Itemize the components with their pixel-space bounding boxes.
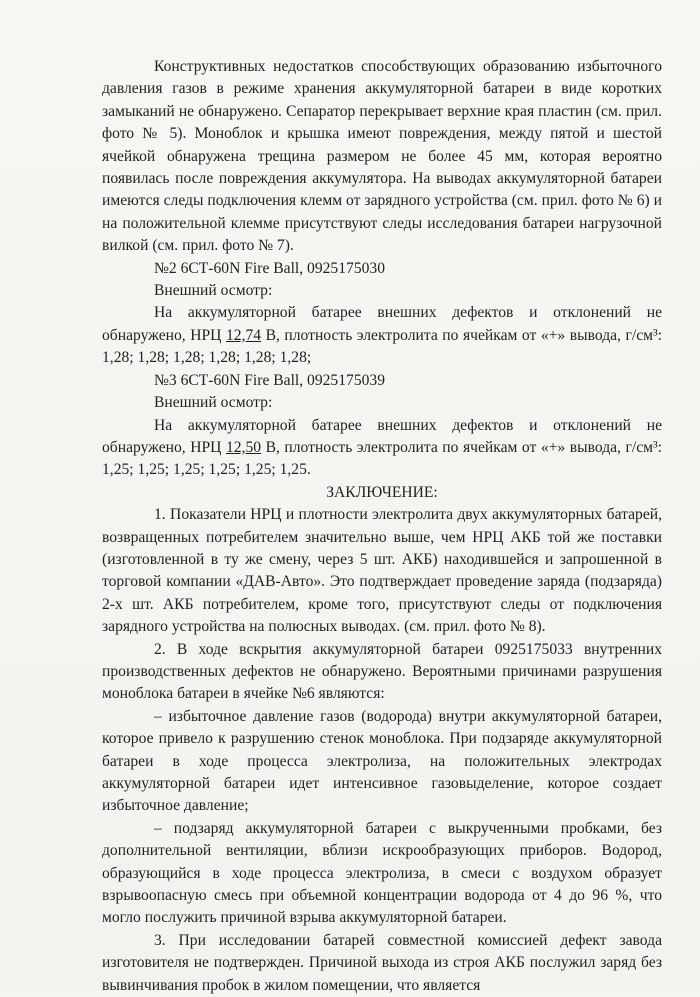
- conclusion-item-3: 3. При исследовании батарей совместной комиссией дефект завода изготовителя не подтвержден. Причиной выхода из строя АКБ послужил заряд без вывинчивания пробок в жилом помещении, что является: [102, 931, 662, 994]
- battery-3-text-start: На аккумуляторной батарее внешних дефектов и отклонений не обнаружено, НРЦ: [102, 416, 662, 456]
- battery-3-heading: №3 6СТ-60N Fire Ball, 0925175039: [154, 371, 386, 389]
- battery-3-text-end: В, плотность электролита по ячейкам от «+» вывода, г/см³: 1,25; 1,25; 1,25; 1,25; 1,25; 1,25.: [102, 438, 663, 479]
- battery-3-inspection-text: [102, 415, 662, 482]
- battery-3-inspection-label: Внешний осмотр:: [154, 394, 273, 412]
- conclusion-item-2: 2. В ходе вскрытия аккумуляторной батареи 0925175033 внутренних производственных дефектов не обнаружено. Вероятными причинами разрушения моноблока батареи в ячейке №6 являются:: [102, 640, 662, 703]
- paragraph-defects: Конструктивных недостатков способствующих образованию избыточного давления газов в режиме хранения аккумуляторной батареи в виде коротких замыканий не обнаружено. Сепаратор перекрывает верхние края пластин (см. прил. фото № 5). Моноблок и крышка имеют повреждения, между пятой и шестой ячейкой обнаружена трещина размером не более 45 мм, которая вероятно появилась после повреждения аккумулятора. На выводах аккумуляторной батареи имеются следы подключения клемм от зарядного устройства (см. прил. фото № 6) и на положительной клемме присутствуют следы исследования батареи нагрузочной вилкой (см. прил. фото № 7).: [102, 58, 662, 255]
- conclusion-item-1: 1. Показатели НРЦ и плотности электролита двух аккумуляторных батарей, возвращенных потребителем значительно выше, чем НРЦ АКБ той же поставки (изготовленной в ту же смену, через 5 шт. АКБ) находившейся и запрошенной в торговой компании «ДАВ-Авто». Это подтверждает проведение заряда (подзаряда) 2-х шт. АКБ потребителем, кроме того, присутствуют следы от подключения зарядного устройства на полюсных выводах. (см. прил. фото № 8).: [102, 506, 662, 636]
- battery-2-text-start: На аккумуляторной батарее внешних дефектов и отклонений не обнаружено, НРЦ: [102, 304, 662, 344]
- battery-2-text-end: В, плотность электролита по ячейкам от «+» вывода, г/см³: 1,28; 1,28; 1,28; 1,28; 1,28; 1,28;: [102, 326, 663, 367]
- conclusion-item-2-cause-2: – подзаряд аккумуляторной батареи с выкрученными пробками, без дополнительной вентиляции, вблизи искрообразующих приборов. Водород, образующийся в ходе процесса электролиза, в смеси с воздухом образует взрывоопасную смесь при объемной концентрации водорода от 4 до 96 %, что могло послужить причиной взрыва аккумуляторной батареи.: [102, 819, 662, 927]
- conclusion-item-2-cause-1: – избыточное давление газов (водорода) внутри аккумуляторной батареи, которое привело к разрушению стенок моноблока. При подзаряде аккумуляторной батареи в ходе процесса электролиза, на положительных электродах аккумуляторной батареи идет интенсивное газовыделение, которое создает избыточное давление;: [102, 707, 662, 815]
- conclusion-heading: ЗАКЛЮЧЕНИЕ:: [326, 483, 438, 501]
- battery-2-voltage: 12,74: [225, 326, 262, 344]
- battery-2-inspection-text: [102, 302, 662, 369]
- battery-3-voltage: 12,50: [225, 438, 262, 456]
- battery-2-inspection-label: Внешний осмотр:: [154, 282, 273, 300]
- document-body: [102, 56, 662, 997]
- battery-2-heading: №2 6СТ-60N Fire Ball, 0925175030: [154, 259, 386, 277]
